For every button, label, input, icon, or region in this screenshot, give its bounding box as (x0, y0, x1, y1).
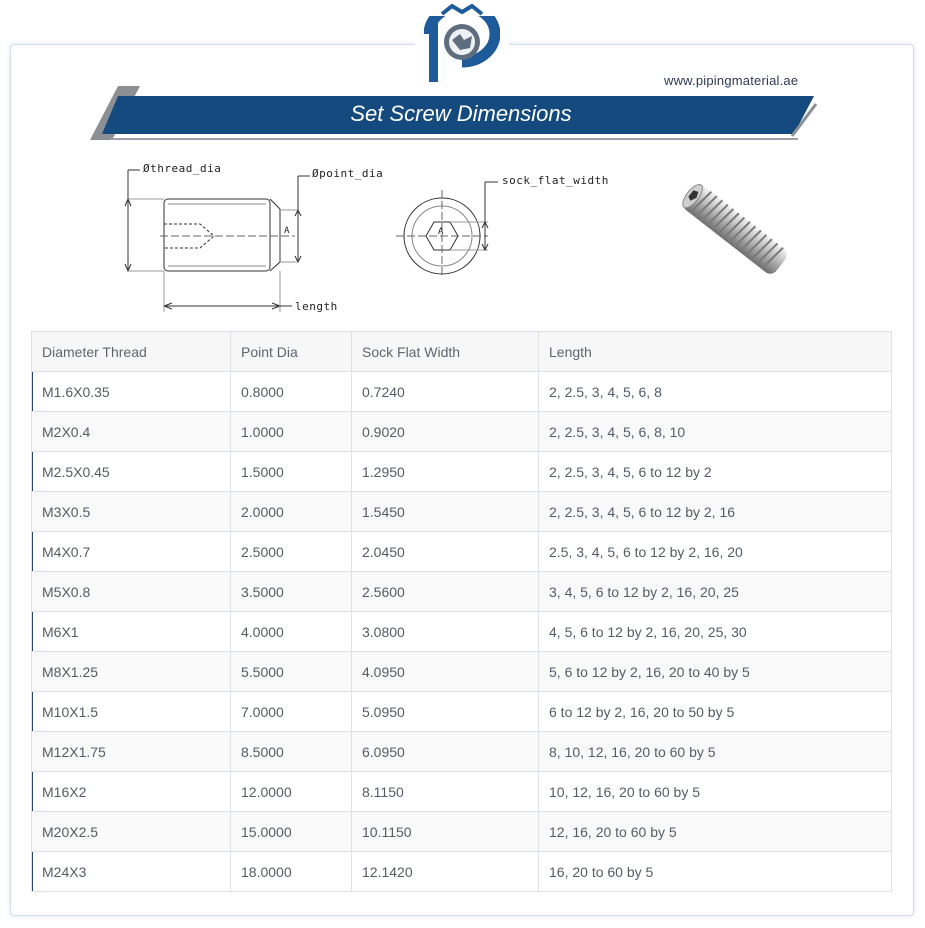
cell-point-dia: 0.8000 (231, 372, 352, 412)
header-point-dia: Point Dia (231, 332, 352, 372)
cell-sock-flat-width: 5.0950 (352, 692, 539, 732)
point-a-label: A (284, 226, 290, 236)
company-logo (424, 4, 500, 84)
cell-point-dia: 2.0000 (231, 492, 352, 532)
cell-diameter-thread: M4X0.7 (32, 532, 231, 572)
header-length: Length (539, 332, 892, 372)
set-screw-photo (670, 176, 800, 280)
table-row (32, 812, 892, 852)
cell-diameter-thread: M2X0.4 (32, 412, 231, 452)
cell-length: 16, 20 to 60 by 5 (539, 852, 892, 892)
end-view-a-label: A (438, 227, 444, 237)
cell-length: 3, 4, 5, 6 to 12 by 2, 16, 20, 25 (539, 572, 892, 612)
cell-sock-flat-width: 2.0450 (352, 532, 539, 572)
table-row (32, 692, 892, 732)
point-dia-label: Øpoint_dia (312, 167, 384, 180)
cell-length: 8, 10, 12, 16, 20 to 60 by 5 (539, 732, 892, 772)
header-sock-flat-width: Sock Flat Width (352, 332, 539, 372)
table-row (32, 772, 892, 812)
cell-sock-flat-width: 3.0800 (352, 612, 539, 652)
cell-sock-flat-width: 1.2950 (352, 452, 539, 492)
cell-length: 2, 2.5, 3, 4, 5, 6, 8 (539, 372, 892, 412)
cell-diameter-thread: M20X2.5 (32, 812, 231, 852)
cell-diameter-thread: M12X1.75 (32, 732, 231, 772)
cell-diameter-thread: M24X3 (32, 852, 231, 892)
cell-length: 2, 2.5, 3, 4, 5, 6 to 12 by 2 (539, 452, 892, 492)
cell-sock-flat-width: 2.5600 (352, 572, 539, 612)
sock-flat-width-label: sock_flat_width (502, 174, 609, 187)
cell-point-dia: 2.5000 (231, 532, 352, 572)
cell-point-dia: 12.0000 (231, 772, 352, 812)
cell-point-dia: 18.0000 (231, 852, 352, 892)
header-diameter-thread: Diameter Thread (32, 332, 231, 372)
page-title: Set Screw Dimensions (350, 101, 572, 126)
table-row (32, 572, 892, 612)
table-row (32, 532, 892, 572)
cell-length: 2.5, 3, 4, 5, 6 to 12 by 2, 16, 20 (539, 532, 892, 572)
cell-sock-flat-width: 0.9020 (352, 412, 539, 452)
cell-length: 4, 5, 6 to 12 by 2, 16, 20, 25, 30 (539, 612, 892, 652)
cell-point-dia: 8.5000 (231, 732, 352, 772)
cell-sock-flat-width: 8.1150 (352, 772, 539, 812)
cell-sock-flat-width: 1.5450 (352, 492, 539, 532)
cell-length: 10, 12, 16, 20 to 60 by 5 (539, 772, 892, 812)
cell-point-dia: 7.0000 (231, 692, 352, 732)
cell-sock-flat-width: 0.7240 (352, 372, 539, 412)
cell-length: 6 to 12 by 2, 16, 20 to 50 by 5 (539, 692, 892, 732)
table-row (32, 652, 892, 692)
cell-diameter-thread: M1.6X0.35 (32, 372, 231, 412)
cell-sock-flat-width: 12.1420 (352, 852, 539, 892)
cell-point-dia: 3.5000 (231, 572, 352, 612)
cell-diameter-thread: M6X1 (32, 612, 231, 652)
table-row (32, 492, 892, 532)
cell-length: 2, 2.5, 3, 4, 5, 6, 8, 10 (539, 412, 892, 452)
cell-sock-flat-width: 10.1150 (352, 812, 539, 852)
table-row (32, 612, 892, 652)
cell-point-dia: 1.0000 (231, 412, 352, 452)
cell-diameter-thread: M5X0.8 (32, 572, 231, 612)
table-row (32, 412, 892, 452)
table-row (32, 372, 892, 412)
cell-sock-flat-width: 6.0950 (352, 732, 539, 772)
table-row (32, 852, 892, 892)
website-url[interactable]: www.pipingmaterial.ae (664, 73, 799, 88)
cell-diameter-thread: M8X1.25 (32, 652, 231, 692)
length-label: length (295, 300, 338, 313)
table-row (32, 452, 892, 492)
set-screw-dimensions-table (31, 331, 892, 892)
cell-diameter-thread: M3X0.5 (32, 492, 231, 532)
table-header-row (32, 332, 892, 372)
cell-point-dia: 4.0000 (231, 612, 352, 652)
cell-diameter-thread: M16X2 (32, 772, 231, 812)
thread-dia-label: Øthread_dia (143, 162, 222, 175)
cell-point-dia: 15.0000 (231, 812, 352, 852)
cell-length: 2, 2.5, 3, 4, 5, 6 to 12 by 2, 16 (539, 492, 892, 532)
cell-point-dia: 5.5000 (231, 652, 352, 692)
cell-point-dia: 1.5000 (231, 452, 352, 492)
cell-length: 5, 6 to 12 by 2, 16, 20 to 40 by 5 (539, 652, 892, 692)
cell-diameter-thread: M2.5X0.45 (32, 452, 231, 492)
cell-sock-flat-width: 4.0950 (352, 652, 539, 692)
cell-diameter-thread: M10X1.5 (32, 692, 231, 732)
cell-length: 12, 16, 20 to 60 by 5 (539, 812, 892, 852)
set-screw-side-view-drawing (120, 156, 350, 316)
table-row (32, 732, 892, 772)
